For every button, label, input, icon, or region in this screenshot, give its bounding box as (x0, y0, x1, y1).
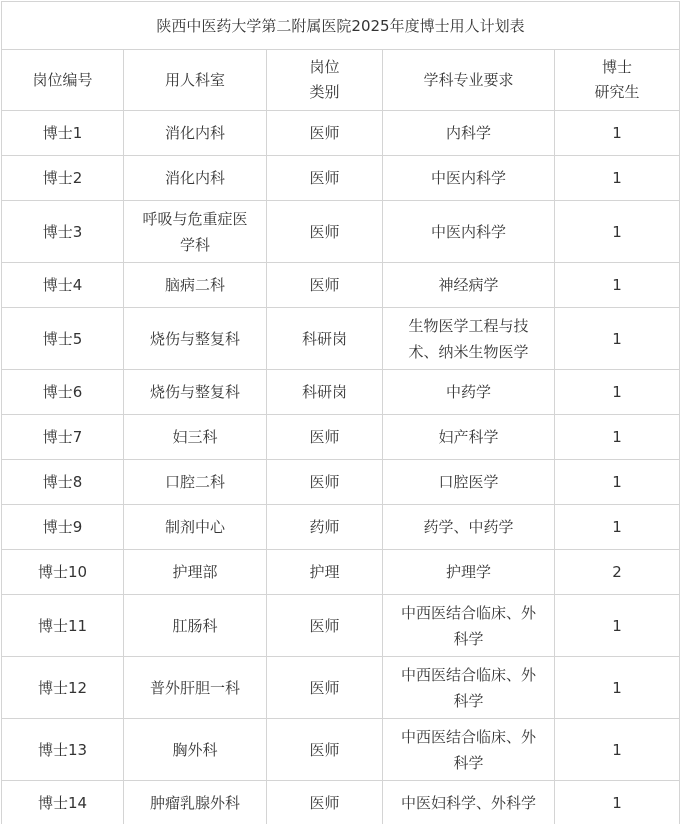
table-row (2, 370, 680, 415)
department-cell: 肿瘤乳腺外科 (124, 781, 267, 824)
major-cell: 妇产科学 (383, 415, 555, 460)
position-code-cell: 博士1 (2, 111, 124, 156)
table-row (2, 415, 680, 460)
table-row (2, 781, 680, 824)
position-code-cell: 博士5 (2, 308, 124, 370)
header-doctoral-count: 博士 研究生 (555, 50, 680, 111)
table-row (2, 263, 680, 308)
table-row (2, 201, 680, 263)
count-cell: 1 (555, 263, 680, 308)
department-cell: 妇三科 (124, 415, 267, 460)
department-cell: 烧伤与整复科 (124, 308, 267, 370)
position-type-cell: 医师 (267, 156, 383, 201)
position-code-cell: 博士9 (2, 505, 124, 550)
count-cell: 1 (555, 657, 680, 719)
department-cell: 消化内科 (124, 156, 267, 201)
major-cell: 生物医学工程与技 术、纳米生物医学 (383, 308, 555, 370)
count-cell: 1 (555, 308, 680, 370)
position-code-cell: 博士2 (2, 156, 124, 201)
position-type-cell: 医师 (267, 263, 383, 308)
table-row (2, 595, 680, 657)
position-code-cell: 博士7 (2, 415, 124, 460)
table-row (2, 505, 680, 550)
table-header-row (2, 50, 680, 111)
position-type-cell: 医师 (267, 657, 383, 719)
major-cell: 中药学 (383, 370, 555, 415)
position-code-cell: 博士4 (2, 263, 124, 308)
position-type-cell: 医师 (267, 719, 383, 781)
major-cell: 中医内科学 (383, 156, 555, 201)
position-code-cell: 博士8 (2, 460, 124, 505)
count-cell: 1 (555, 370, 680, 415)
position-type-cell: 科研岗 (267, 308, 383, 370)
major-cell: 内科学 (383, 111, 555, 156)
department-cell: 普外肝胆一科 (124, 657, 267, 719)
table-row (2, 156, 680, 201)
major-cell: 中医妇科学、外科学 (383, 781, 555, 824)
header-major-requirement: 学科专业要求 (383, 50, 555, 111)
major-cell: 神经病学 (383, 263, 555, 308)
count-cell: 1 (555, 415, 680, 460)
header-position-code: 岗位编号 (2, 50, 124, 111)
position-type-cell: 护理 (267, 550, 383, 595)
position-type-cell: 医师 (267, 415, 383, 460)
position-type-cell: 医师 (267, 781, 383, 824)
department-cell: 口腔二科 (124, 460, 267, 505)
department-cell: 肛肠科 (124, 595, 267, 657)
table-row (2, 657, 680, 719)
position-code-cell: 博士11 (2, 595, 124, 657)
department-cell: 护理部 (124, 550, 267, 595)
position-code-cell: 博士6 (2, 370, 124, 415)
major-cell: 中西医结合临床、外 科学 (383, 595, 555, 657)
header-position-type: 岗位 类别 (267, 50, 383, 111)
table-row (2, 719, 680, 781)
position-type-cell: 科研岗 (267, 370, 383, 415)
count-cell: 1 (555, 111, 680, 156)
count-cell: 1 (555, 156, 680, 201)
table-title: 陕西中医药大学第二附属医院2025年度博士用人计划表 (2, 2, 680, 50)
major-cell: 口腔医学 (383, 460, 555, 505)
major-cell: 中西医结合临床、外 科学 (383, 657, 555, 719)
major-cell: 中医内科学 (383, 201, 555, 263)
department-cell: 制剂中心 (124, 505, 267, 550)
position-type-cell: 药师 (267, 505, 383, 550)
table-row (2, 460, 680, 505)
major-cell: 护理学 (383, 550, 555, 595)
department-cell: 胸外科 (124, 719, 267, 781)
position-code-cell: 博士14 (2, 781, 124, 824)
position-code-cell: 博士13 (2, 719, 124, 781)
recruitment-plan-table (1, 1, 680, 824)
position-type-cell: 医师 (267, 111, 383, 156)
department-cell: 呼吸与危重症医 学科 (124, 201, 267, 263)
table-row (2, 550, 680, 595)
position-code-cell: 博士12 (2, 657, 124, 719)
count-cell: 1 (555, 781, 680, 824)
position-type-cell: 医师 (267, 595, 383, 657)
table-row (2, 111, 680, 156)
count-cell: 2 (555, 550, 680, 595)
position-code-cell: 博士3 (2, 201, 124, 263)
count-cell: 1 (555, 201, 680, 263)
table-title-row (2, 2, 680, 50)
count-cell: 1 (555, 595, 680, 657)
position-code-cell: 博士10 (2, 550, 124, 595)
department-cell: 烧伤与整复科 (124, 370, 267, 415)
count-cell: 1 (555, 719, 680, 781)
department-cell: 脑病二科 (124, 263, 267, 308)
position-type-cell: 医师 (267, 460, 383, 505)
major-cell: 药学、中药学 (383, 505, 555, 550)
major-cell: 中西医结合临床、外 科学 (383, 719, 555, 781)
count-cell: 1 (555, 460, 680, 505)
table-row (2, 308, 680, 370)
position-type-cell: 医师 (267, 201, 383, 263)
count-cell: 1 (555, 505, 680, 550)
department-cell: 消化内科 (124, 111, 267, 156)
header-department: 用人科室 (124, 50, 267, 111)
